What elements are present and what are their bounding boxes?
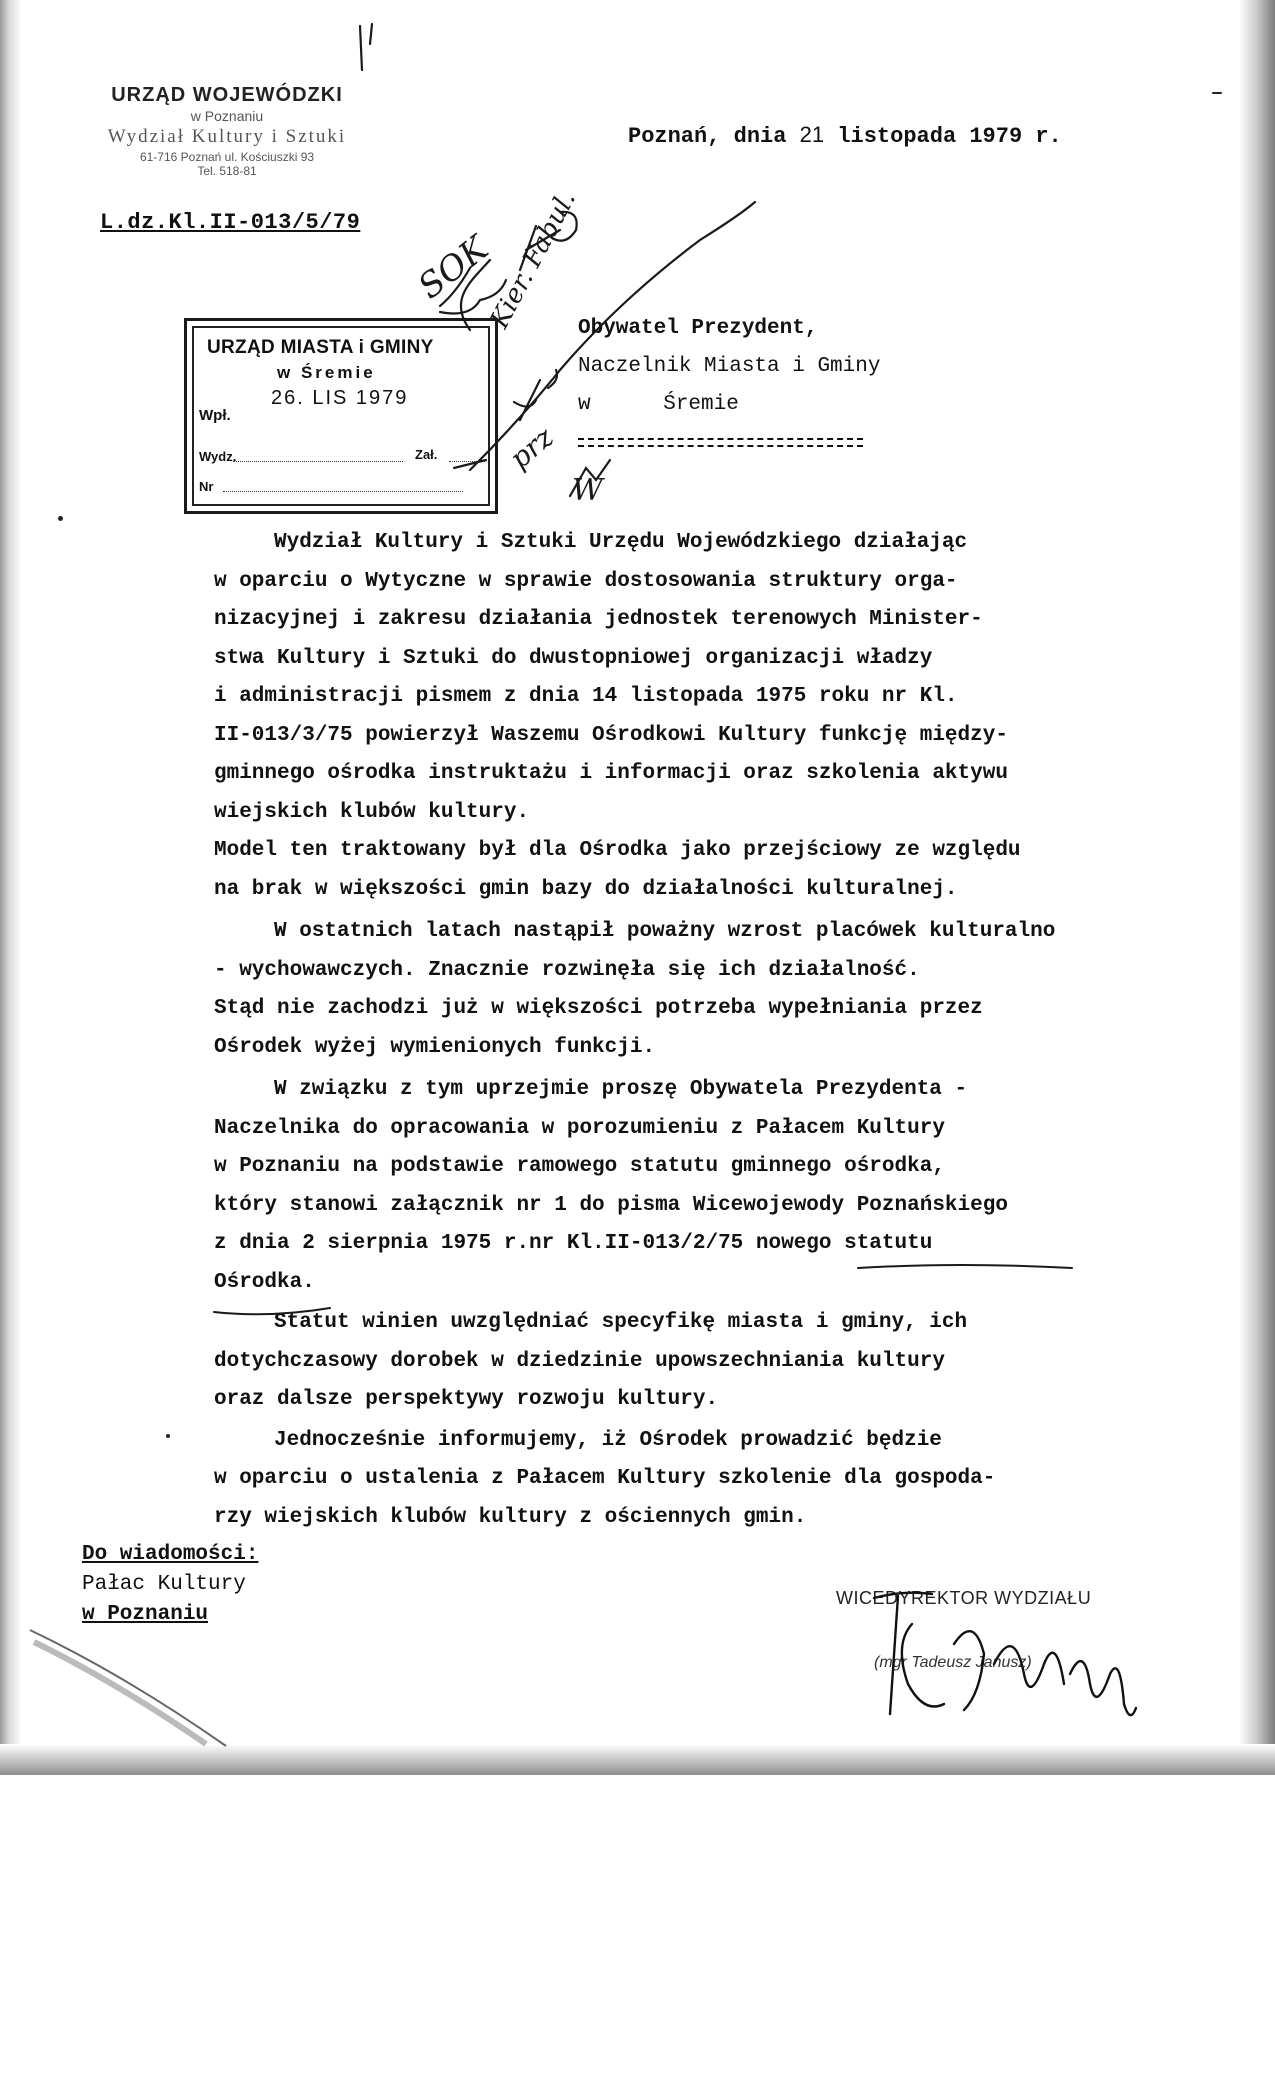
body-line: i administracji pismem z dnia 14 listopada 1975 roku nr Kl. [214,685,958,708]
signatory-role: WICEDYREKTOR WYDZIAŁU [836,1588,1092,1608]
body-line: oraz dalsze perspektywy rozwoju kultury. [214,1388,719,1411]
body-line: Stąd nie zachodzi już w większości potrzeba wypełniania przez [214,997,983,1020]
handwritten-signature [834,1584,1144,1734]
underline-osrodka [214,1308,330,1314]
date-rest: listopada 1979 r. [824,124,1062,149]
scan-speck [58,516,63,521]
sender-department: Wydział Kultury i Sztuki [107,126,347,147]
scan-speck [1212,92,1222,94]
cc-line-1: Pałac Kultury [82,1573,246,1596]
body-line: W ostatnich latach nastąpił poważny wzrost placówek kulturalno [274,920,1056,943]
stamp-title: URZĄD MIASTA i GMINY [207,337,434,358]
body-line: w oparciu o ustalenia z Pałacem Kultury szkolenie dla gospoda- [214,1467,996,1490]
addressee-prefix: w [578,393,591,416]
stamp-department-label: Wydz. [199,449,237,464]
carbon-copy-block [82,1540,258,1630]
body-line: stwa Kultury i Sztuki do dwustopniowej organizacji władzy [214,646,933,670]
body-line: Ośrodka. [214,1270,315,1294]
date-prefix: Poznań, dnia [628,124,800,149]
stamp-received-label: Wpł. [199,407,231,424]
body-line: nizacyjnej i zakresu działania jednostek terenowych Minister- [214,608,983,631]
signatory-name: (mgr Tadeusz Janusz) [874,1654,1032,1671]
stamp-city: w Śremie [277,363,376,382]
addressee-city: Śremie [663,393,739,416]
date-day: 21 [799,122,825,147]
body-line: - wychowawczych. Znacznie rozwinęła się ich działalność. [214,958,920,982]
handwriting-sok: SOK [410,228,496,308]
stamp-enclosure-label: Zał. [415,447,438,462]
handwriting-prz: prz [503,420,560,476]
body-line: który stanowi załącznik nr 1 do pisma Wicewojewody Poznańskiego [214,1193,1008,1217]
handwriting-middle: Kier. Fabul. [484,185,583,334]
body-line: Model ten traktowany był dla Ośrodka jako przejściowy ze względu [214,839,1021,862]
body-line: Wydział Kultury i Sztuki Urzędu Wojewódzkiego działając [274,531,968,554]
paper-curl [26,1626,266,1756]
body-line: w Poznaniu na podstawie ramowego statutu gminnego ośrodka, [214,1155,945,1178]
body-line: W związku z tym uprzejmie proszę Obywatela Prezydenta - [274,1078,968,1101]
body-line: Statut winien uwzględniać specyfikę miasta i gminy, ich [274,1311,968,1334]
stamp-received-date: 26. LIS 1979 [271,387,409,409]
sender-address: 61-716 Poznań ul. Kościuszki 93 [139,150,315,164]
handwriting-initials: W [572,473,603,508]
body-line: rzy wiejskich klubów kultury z ościennych gmin. [214,1505,807,1529]
body-line: dotychczasowy dorobek w dziedzinie upowszechniania kultury [214,1349,945,1373]
body-line: gminnego ośrodka instruktażu i informacji oraz szkolenia aktywu [214,762,1008,785]
signature-block [834,1584,1144,1734]
body-line: Ośrodek wyżej wymienionych funkcji. [214,1035,656,1059]
scan-speck [166,1434,170,1438]
cc-title: Do wiadomości: [82,1543,259,1566]
body-line: Naczelnika do opracowania w porozumieniu z Pałacem Kultury [214,1116,945,1140]
body-line: wiejskich klubów kultury. [214,800,530,824]
sender-office: URZĄD WOJEWÓDZKI [111,84,343,106]
blank-margin [0,1775,1275,2100]
reference-number: L.dz.Kl.II-013/5/79 [100,210,361,235]
body-line: w oparciu o Wytyczne w sprawie dostosowania struktury orga- [214,569,958,593]
stamp-number-label: Nr [199,479,214,494]
sender-phone: Tel. 518-81 [197,164,257,178]
sender-city: w Poznaniu [190,108,264,124]
body-line: Jednocześnie informujemy, iż Ośrodek prowadzić będzie [274,1428,942,1452]
underline-new-statute [858,1265,1072,1268]
cc-line-2: w Poznaniu [82,1603,209,1626]
body-line: z dnia 2 sierpnia 1975 r.nr Kl.II-013/2/75 nowego statutu [214,1232,933,1255]
addressee-line-1: Obywatel Prezydent, [578,317,818,340]
body-line: II-013/3/75 powierzył Waszemu Ośrodkowi Kultury funkcję między- [214,723,1008,747]
addressee-line-2: Naczelnik Miasta i Gminy [578,355,881,378]
body-line: na brak w większości gmin bazy do działalności kulturalnej. [214,877,958,901]
